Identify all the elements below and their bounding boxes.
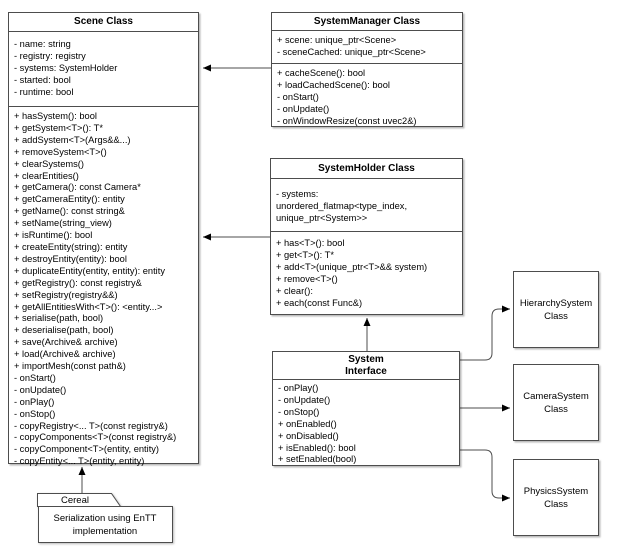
member-line: - name: string — [14, 39, 71, 49]
physicssystem-title-line1: PhysicsSystem — [523, 485, 589, 497]
note-body-text — [38, 507, 172, 543]
member-line: + loadCachedScene(): bool — [277, 79, 390, 90]
member-line: + each(const Func&) — [276, 297, 363, 308]
member-line: - copyEntity<... T>(entity, entity) — [14, 456, 145, 467]
member-line: - onWindowResize(const uvec2&) — [277, 115, 417, 126]
systeminterface-title-line1: System — [348, 353, 384, 365]
member-line: + add<T>(unique_ptr<T>&& system) — [276, 261, 428, 272]
member-line: - onPlay() — [14, 396, 55, 407]
member-line: + getCameraEntity(): entity — [14, 194, 125, 205]
member-line: + getName(): const string& — [14, 206, 125, 217]
class-box-systeminterface — [272, 351, 460, 466]
member-line: + setEnabled(bool) — [278, 454, 357, 465]
member-line: - copyComponent<T>(entity, entity) — [14, 444, 160, 455]
member-line: + load(Archive& archive) — [14, 349, 116, 360]
camerasystem-title-line1: CameraSystem — [523, 390, 589, 402]
member-line: + duplicateEntity(entity, entity): entity — [14, 265, 165, 276]
member-line: - onStart() — [14, 372, 56, 383]
systemholder-attributes-section — [271, 178, 462, 231]
hierarchysystem-title-line2: Class — [544, 310, 568, 322]
member-line: + save(Archive& archive) — [14, 337, 118, 348]
member-line: unordered_flatmap<type_index, — [276, 200, 408, 211]
class-box-systemholder — [270, 158, 463, 315]
member-line: + serialise(path, bool) — [14, 313, 104, 324]
systemmanager-class-title: SystemManager Class — [313, 15, 421, 27]
systemmanager-methods-section — [272, 63, 462, 128]
scene-attributes-section — [9, 31, 198, 106]
member-line: + remove<T>() — [276, 273, 338, 284]
member-line: + getAllEntitiesWith<T>(): <entity...> — [14, 301, 163, 312]
connector-systeminterface-to-hierarchysystem — [460, 309, 510, 360]
camerasystem-title-line2: Class — [544, 403, 568, 415]
scene-methods-section — [9, 106, 198, 468]
systeminterface-title — [273, 352, 459, 379]
class-box-scene — [8, 12, 199, 467]
systemmanager-attributes-section — [272, 30, 462, 63]
member-line: - onPlay() — [278, 383, 319, 393]
member-line: - copyComponents<T>(const registry&) — [14, 432, 177, 443]
member-line: + getSystem<T>(): T* — [14, 122, 103, 133]
member-line: + importMesh(const path&) — [14, 361, 126, 372]
member-line: + deserialise(path, bool) — [14, 325, 114, 336]
member-line: + isRuntime(): bool — [14, 230, 93, 241]
systemholder-methods-section — [271, 231, 462, 314]
member-line: + clearEntities() — [14, 170, 79, 181]
member-line: - started: bool — [14, 74, 71, 85]
member-line: + isEnabled(): bool — [278, 442, 356, 453]
member-line: + has<T>(): bool — [276, 238, 345, 248]
member-line: - systems: — [276, 189, 319, 199]
member-line: + get<T>(): T* — [276, 249, 334, 260]
physicssystem-title-line2: Class — [544, 498, 568, 510]
note-body-line1: Serialization using EnTT — [53, 513, 157, 524]
member-line: - onStop() — [14, 408, 56, 419]
systemholder-class-title: SystemHolder Class — [318, 162, 415, 174]
member-line: - onStart() — [277, 91, 319, 102]
member-line: - sceneCached: unique_ptr<Scene> — [277, 46, 426, 57]
member-line: + clear(): — [276, 285, 313, 296]
member-line: - onStop() — [278, 406, 320, 417]
class-box-hierarchysystem — [513, 271, 599, 348]
member-line: + scene: unique_ptr<Scene> — [277, 35, 397, 45]
class-box-systemmanager — [271, 12, 463, 127]
member-line: + removeSystem<T>() — [14, 146, 107, 157]
member-line: + getCamera(): const Camera* — [14, 182, 141, 193]
hierarchysystem-title-line1: HierarchySystem — [519, 297, 593, 309]
connector-systeminterface-to-physicssystem — [460, 450, 510, 498]
member-line: + getRegistry(): const registry& — [14, 277, 142, 288]
systeminterface-methods-section — [273, 379, 459, 466]
member-line: + setName(string_view) — [14, 218, 112, 229]
member-line: - onUpdate() — [14, 384, 67, 395]
member-line: - copyRegistry<... T>(const registry&) — [14, 420, 168, 431]
member-line: + cacheScene(): bool — [277, 68, 366, 78]
scene-class-title: Scene Class — [74, 16, 133, 27]
member-line: + hasSystem(): bool — [14, 111, 97, 121]
member-line: + createEntity(string): entity — [14, 241, 128, 252]
member-line: - registry: registry — [14, 50, 86, 61]
member-line: + addSystem<T>(Args&&...) — [14, 134, 131, 145]
class-box-physicssystem — [513, 459, 599, 536]
member-line: - onUpdate() — [278, 394, 331, 405]
class-box-camerasystem — [513, 364, 599, 441]
note-body-line2: implementation — [72, 526, 138, 537]
systeminterface-title-line2: Interface — [345, 365, 387, 377]
note-tab-label: Cereal — [61, 494, 89, 506]
member-line: - onUpdate() — [277, 103, 330, 114]
member-line: + clearSystems() — [14, 158, 84, 169]
member-line: + onDisabled() — [278, 430, 339, 441]
member-line: + setRegistry(registry&&) — [14, 289, 118, 300]
member-line: + destroyEntity(entity): bool — [14, 253, 127, 264]
member-line: + onEnabled() — [278, 418, 337, 429]
member-line: - systems: SystemHolder — [14, 62, 118, 73]
member-line: - runtime: bool — [14, 86, 74, 97]
member-line: unique_ptr<System>> — [276, 212, 368, 223]
